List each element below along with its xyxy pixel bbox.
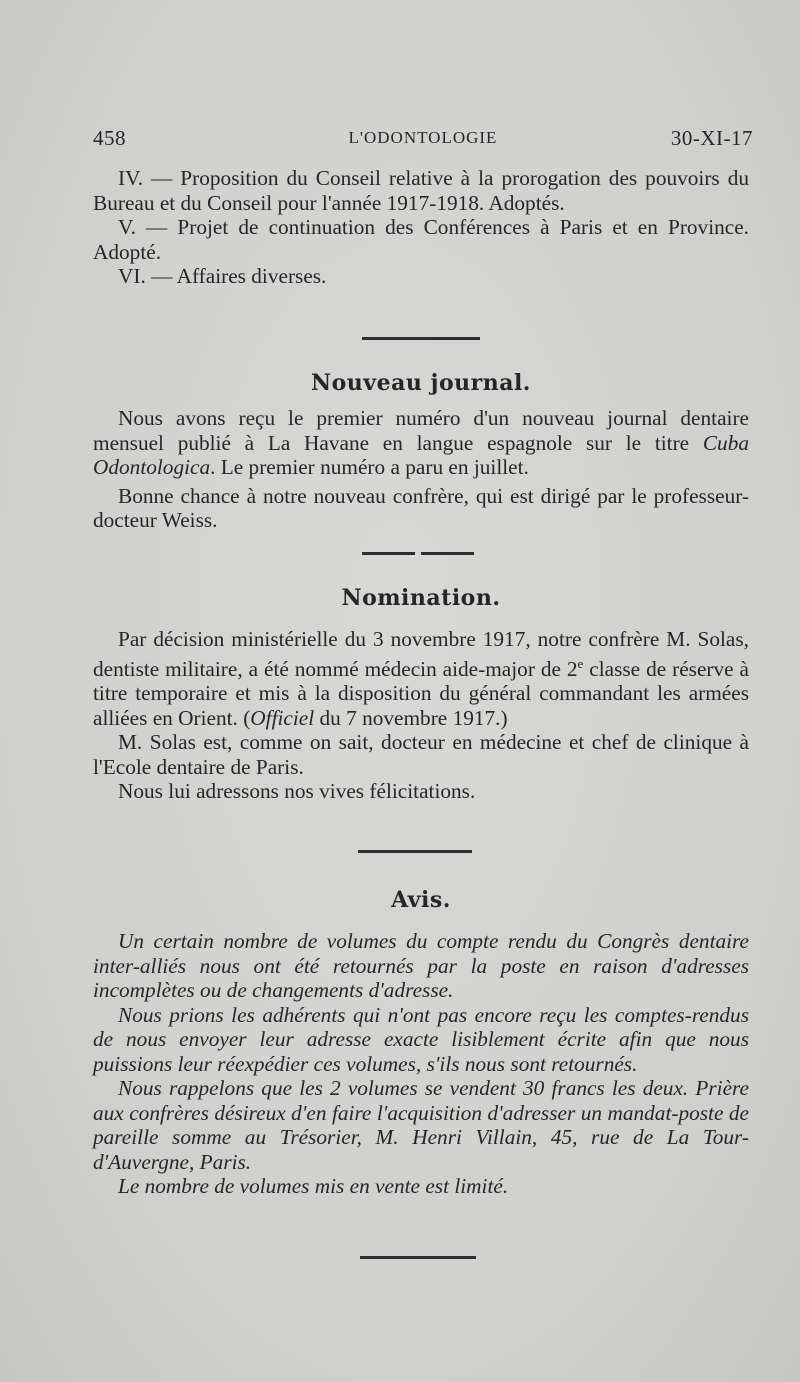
nouveau-journal-paragraph-2: Bonne chance à notre nouveau confrère, qui est dirigé par le professeur-docteur Weiss. bbox=[93, 483, 749, 532]
nouveau-journal-section bbox=[93, 370, 749, 533]
section-title-avis: Avis. bbox=[391, 887, 451, 913]
nomination-section bbox=[93, 585, 749, 804]
running-header bbox=[93, 126, 753, 156]
section-divider bbox=[360, 1256, 476, 1259]
agenda-item-vi: VI. — Affaires diverses. bbox=[118, 264, 327, 288]
section-divider-split bbox=[362, 552, 474, 555]
avis-paragraph-2: Nous prions les adhérents qui n'ont pas encore reçu les comptes-rendus de nous envoyer leur adresse exacte lisiblement écrite afin que nous puissions leur réexpédier ces volumes, s'ils nous sont retournés. bbox=[93, 1002, 749, 1076]
nomination-paragraph-2: M. Solas est, comme on sait, docteur en médecine et chef de clinique à l'Ecole dentaire de Paris. bbox=[93, 730, 749, 779]
avis-section bbox=[93, 887, 749, 1199]
page-number: 458 bbox=[93, 126, 126, 150]
section-title-nouveau-journal: Nouveau journal. bbox=[311, 370, 531, 396]
journal-name: Cuba Odontologica bbox=[93, 430, 749, 479]
nouveau-journal-paragraph-1: Nous avons reçu le premier numéro d'un nouveau journal dentaire mensuel publié à La Havane en langue espagnole sur le titre Cuba Odontologica. Le premier numéro a paru en juillet. bbox=[93, 406, 749, 479]
avis-paragraph-1: Un certain nombre de volumes du compte rendu du Congrès dentaire inter-alliés nous ont été retournés par la poste en raison d'adresses incomplètes ou de changements d'adresse. bbox=[93, 929, 749, 1002]
agenda-section bbox=[93, 166, 749, 289]
journal-title: L'ODONTOLOGIE bbox=[348, 128, 498, 147]
avis-paragraph-4: Le nombre de volumes mis en vente est limité. bbox=[118, 1174, 509, 1198]
avis-paragraph-3: Nous rappelons que les 2 volumes se vendent 30 francs les deux. Prière aux confrères désireux d'en faire l'acquisition d'adresser un mandat-poste de pareille somme au Trésorier, M. Henri Villain, 45, rue de La Tour-d'Auvergne, Paris. bbox=[93, 1076, 749, 1174]
section-divider bbox=[362, 337, 480, 340]
section-title-nomination: Nomination. bbox=[341, 585, 501, 611]
agenda-item-v: V. — Projet de continuation des Conférences à Paris et en Province. Adopté. bbox=[93, 215, 749, 264]
issue-date: 30-XI-17 bbox=[670, 126, 753, 150]
nomination-paragraph-3: Nous lui adressons nos vives félicitations. bbox=[118, 779, 476, 804]
agenda-item-iv: IV. — Proposition du Conseil relative à la prorogation des pouvoirs du Bureau et du Conseil pour l'année 1917-1918. Adoptés. bbox=[93, 166, 749, 215]
official-reference: Officiel bbox=[250, 705, 315, 730]
nomination-paragraph-1: Par décision ministérielle du 3 novembre 1917, notre confrère M. Solas, dentiste militaire, a été nommé médecin aide-major de 2e classe de réserve à titre temporaire et mis à la disposition du général commandant les armées alliées en Orient. (Officiel du 7 novembre 1917.) bbox=[93, 627, 749, 730]
section-divider bbox=[358, 850, 472, 853]
